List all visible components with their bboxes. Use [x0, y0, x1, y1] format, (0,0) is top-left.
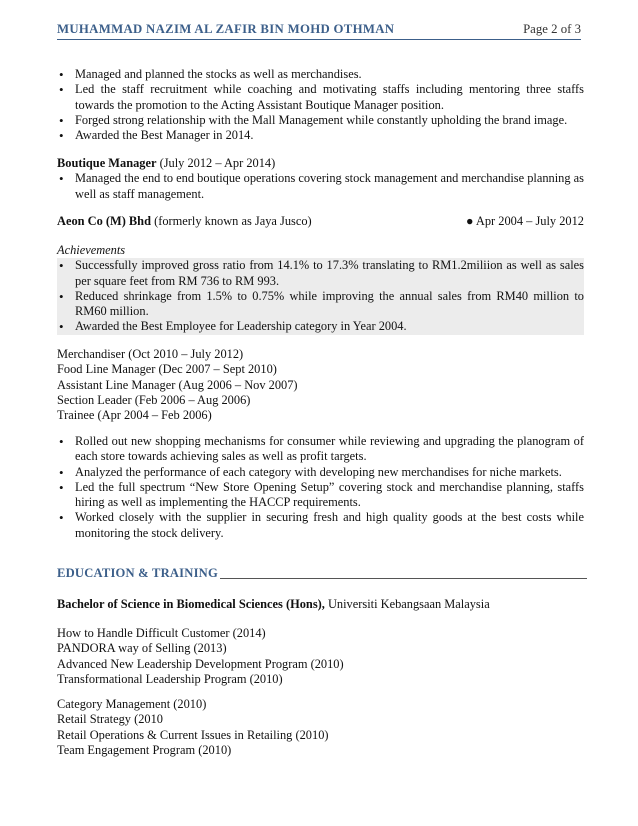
- section-title: EDUCATION & TRAINING: [57, 566, 218, 580]
- training-item: Transformational Leadership Program (2010): [57, 671, 283, 686]
- list-item: • Led the full spectrum “New Store Opening Setup” covering stock and merchandise planning, staffs hiring as well as implementing the HACCP requirements.: [57, 480, 584, 511]
- company-name: Aeon Co (M) Bhd: [57, 214, 151, 228]
- role-line: Section Leader (Feb 2006 – Aug 2006): [57, 392, 251, 407]
- aeon-responsibilities: [57, 434, 584, 541]
- employment-period: ● Apr 2004 – July 2012: [466, 214, 584, 228]
- list-item: • Awarded the Best Manager in 2014.: [57, 128, 584, 143]
- previous-role-bullets: [57, 67, 584, 143]
- training-item: Team Engagement Program (2010): [57, 742, 232, 757]
- training-item: How to Handle Difficult Customer (2014): [57, 626, 266, 640]
- training-item: Advanced New Leadership Development Program (2010): [57, 656, 344, 671]
- list-item: • Rolled out new shopping mechanisms for consumer while reviewing and upgrading the planogram of each store towards achieving sales as well as profit targets.: [57, 434, 584, 465]
- list-item: • Managed and planned the stocks as well as merchandises.: [57, 67, 584, 82]
- role-line: Food Line Manager (Dec 2007 – Sept 2010): [57, 362, 277, 377]
- list-item: • Managed the end to end boutique operations covering stock management and merchandise planning as well as staff management.: [57, 171, 584, 202]
- degree-row: [57, 597, 584, 612]
- section-divider: [207, 578, 587, 579]
- education-heading-row: [57, 566, 587, 582]
- job-dates: (July 2012 – Apr 2014): [156, 156, 276, 170]
- role-history: [57, 347, 584, 423]
- role-line: Assistant Line Manager (Aug 2006 – Nov 2007): [57, 377, 298, 392]
- achievements-label: Achievements: [57, 243, 126, 257]
- list-item: • Analyzed the performance of each category with developing new merchandises for niche markets.: [57, 465, 584, 480]
- company-note: (formerly known as Jaya Jusco): [150, 214, 312, 228]
- list-item: • Awarded the Best Employee for Leadership category in Year 2004.: [57, 319, 584, 334]
- aeon-employer-row: [57, 214, 584, 230]
- training-item: Retail Strategy (2010: [57, 712, 163, 727]
- training-item: Retail Operations & Current Issues in Retailing (2010): [57, 727, 329, 742]
- list-item: • Forged strong relationship with the Mall Management while constantly upholding the brand image.: [57, 113, 584, 128]
- page-number: Page 2 of 3: [523, 22, 581, 36]
- university-name: Universiti Kebangsaan Malaysia: [324, 597, 490, 611]
- job-title: Boutique Manager: [57, 156, 157, 170]
- list-item: • Reduced shrinkage from 1.5% to 0.75% while improving the annual sales from RM40 million to RM60 million.: [57, 289, 584, 320]
- candidate-name: MUHAMMAD NAZIM AL ZAFIR BIN MOHD OTHMAN: [57, 22, 395, 36]
- achievements-section: [57, 243, 584, 335]
- training-item: PANDORA way of Selling (2013): [57, 641, 227, 656]
- page-header: [57, 22, 581, 40]
- list-item: • Led the staff recruitment while coaching and motivating staffs including mentoring three staffs towards the promotion to the Acting Assistant Boutique Manager position.: [57, 82, 584, 113]
- role-line: Merchandiser (Oct 2010 – July 2012): [57, 347, 244, 361]
- role-line: Trainee (Apr 2004 – Feb 2006): [57, 408, 212, 423]
- list-item: • Successfully improved gross ratio from 14.1% to 17.3% translating to RM1.2miliion as well as sales per square feet from RM 736 to RM 993.: [57, 258, 584, 289]
- training-list-1: [57, 626, 584, 687]
- degree-name: Bachelor of Science in Biomedical Sciences (Hons),: [57, 597, 325, 611]
- training-item: Category Management (2010): [57, 697, 207, 711]
- training-list-2: [57, 697, 584, 758]
- boutique-manager-section: [57, 156, 584, 202]
- list-item: • Worked closely with the supplier in securing fresh and high quality goods at the best costs while monitoring the stock delivery.: [57, 510, 584, 541]
- achievements-list: [57, 258, 584, 334]
